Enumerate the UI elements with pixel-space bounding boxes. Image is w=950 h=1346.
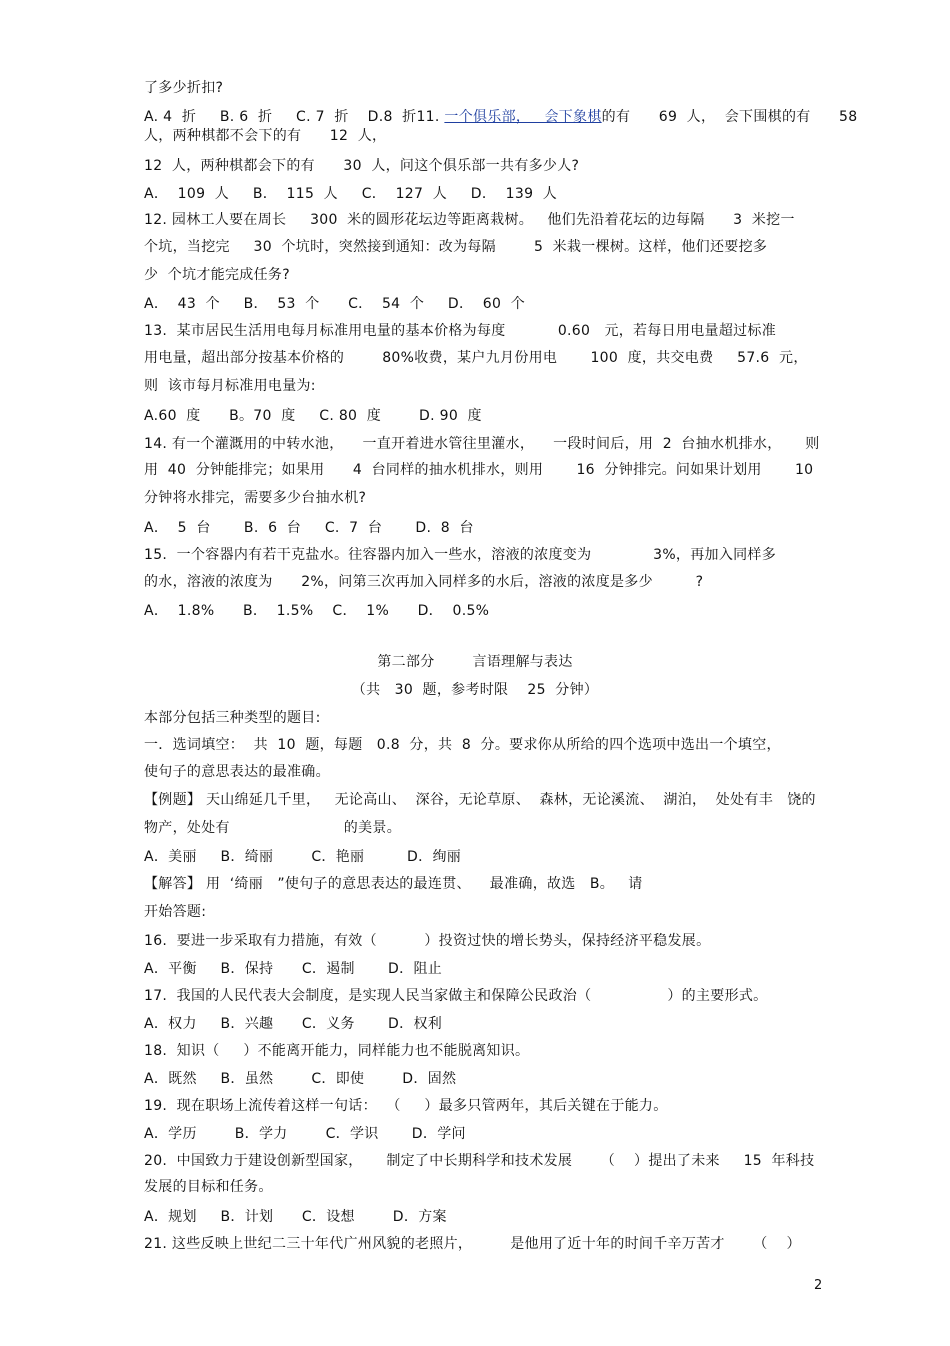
text-line: A． 5 台 B. 6 台 C. 7 台 D. 8 台 — [144, 520, 474, 536]
text-line: A．平衡 B．保持 C．遏制 D．阻止 — [144, 961, 443, 977]
text-line: 13. 某市居民生活用电每月标准用电量的基本价格为每度 0.60 元，若每日用电量超过标准 — [144, 323, 777, 339]
text-line: 分钟将水排完，需要多少台抽水机? — [144, 490, 367, 506]
text-line: A．既然 B．虽然 C．即使 D．固然 — [144, 1071, 457, 1087]
text-line: 用 40 分钟能排完；如果用 4 台同样的抽水机排水，则用 16 分钟排完。问如果计划用 10 — [144, 462, 814, 478]
text-line: 18. 知识（ ）不能离开能力，同样能力也不能脱离知识。 — [144, 1043, 530, 1059]
section-subheading: （共 30 题，参考时限 25 分钟） — [351, 682, 599, 698]
text-line: 物产，处处有 的美景。 — [144, 820, 402, 836]
text-line: A． 109 人 B． 115 人 C． 127 人 D． 139 人 — [144, 186, 558, 202]
text-line: 一．选词填空： 共 10 题，每题 0.8 分，共 8 分。要求你从所给的四个选项中选出一个填空， — [144, 737, 781, 753]
text-line: 12. 园林工人要在周长 300 米的圆形花坛边等距离栽树。 他们先沿着花坛的边每隔 3 米挖一 — [144, 212, 795, 228]
text-line: 了多少折扣? — [144, 80, 224, 96]
text-line: 开始答题: — [144, 904, 207, 920]
text-line: 19. 现在职场上流传着这样一句话： （ ）最多只管两年，其后关键在于能力。 — [144, 1098, 668, 1114]
text-line-end: 的有 69 人， 会下围棋的有 58 — [601, 109, 858, 125]
text-line: 12 人，两种棋都会下的有 30 人，问这个俱乐部一共有多少人? — [144, 158, 580, 174]
text-line: 16. 要进一步采取有力措施，有效（ ）投资过快的增长势头，保持经济平稳发展。 — [144, 933, 711, 949]
text-line: A．美丽 B．绮丽 C．艳丽 D．绚丽 — [144, 849, 462, 865]
text-line: 17. 我国的人民代表大会制度，是实现人民当家做主和保障公民政治（ ）的主要形式。 — [144, 988, 768, 1004]
section-heading: 第二部分 言语理解与表达 — [377, 654, 573, 670]
text-line: 用电量，超出部分按基本价格的 80%收费，某户九月份用电 100 度，共交电费 57.6 元， — [144, 350, 808, 366]
text-line: A．权力 B．兴趣 C．义务 D．权利 — [144, 1016, 443, 1032]
text-line: 发展的目标和任务。 — [144, 1179, 273, 1195]
text-line: A.60 度 B。70 度 C. 80 度 D. 90 度 — [144, 408, 482, 424]
text-line: 使句子的意思表达的最准确。 — [144, 764, 330, 780]
text-line — [144, 107, 858, 127]
page-number: 2 — [814, 1278, 823, 1293]
text-line: 少 个坑才能完成任务? — [144, 267, 290, 283]
text-line: 21. 这些反映上世纪二三十年代广州风貌的老照片， 是他用了近十年的时间千辛万苦才 （ ） — [144, 1236, 801, 1252]
text-line: 本部分包括三种类型的题目: — [144, 710, 321, 726]
text-line: 14. 有一个灌溉用的中转水池， 一直开着进水管往里灌水， 一段时间后，用 2 台抽水机排水， 则 — [144, 436, 820, 452]
text-line-start: A. 4 折 B. 6 折 C. 7 折 D.8 折11. — [144, 109, 445, 125]
text-line: 个坑，当挖完 30 个坑时，突然接到通知：改为每隔 5 米栽一棵树。这样，他们还要挖多 — [144, 239, 768, 255]
text-line: 15. 一个容器内有若干克盐水。往容器内加入一些水，溶液的浓度变为 3%，再加入同样多 — [144, 547, 777, 563]
text-line: 【例题】 天山绵延几千里， 无论高山、 深谷，无论草原、 森林，无论溪流、 湖泊， 处处有丰 饶的 — [144, 792, 816, 808]
text-line: 的水，溶液的浓度为 2%，问第三次再加入同样多的水后，溶液的浓度是多少 ? — [144, 574, 704, 590]
text-line: 【解答】 用 ‘绮丽 ”使句子的意思表达的最连贯、 最准确，故选 B。 请 — [144, 876, 643, 892]
text-line: A．学历 B．学力 C．学识 D．学问 — [144, 1126, 466, 1142]
text-line: A．规划 B．计划 C．设想 D．方案 — [144, 1209, 447, 1225]
text-line: A． 43 个 B． 53 个 C． 54 个 D． 60 个 — [144, 296, 526, 312]
underlined-link-text[interactable]: 一个俱乐部， 会下象棋 — [444, 109, 602, 125]
text-line: 则 该市每月标准用电量为: — [144, 378, 316, 394]
text-line: A． 1.8% B． 1.5% C． 1% D． 0.5% — [144, 603, 490, 619]
text-line: 人，两种棋都不会下的有 12 人， — [144, 128, 387, 144]
text-line: 20. 中国致力于建设创新型国家， 制定了中长期科学和技术发展 （ ）提出了未来 15 年科技 — [144, 1153, 815, 1169]
